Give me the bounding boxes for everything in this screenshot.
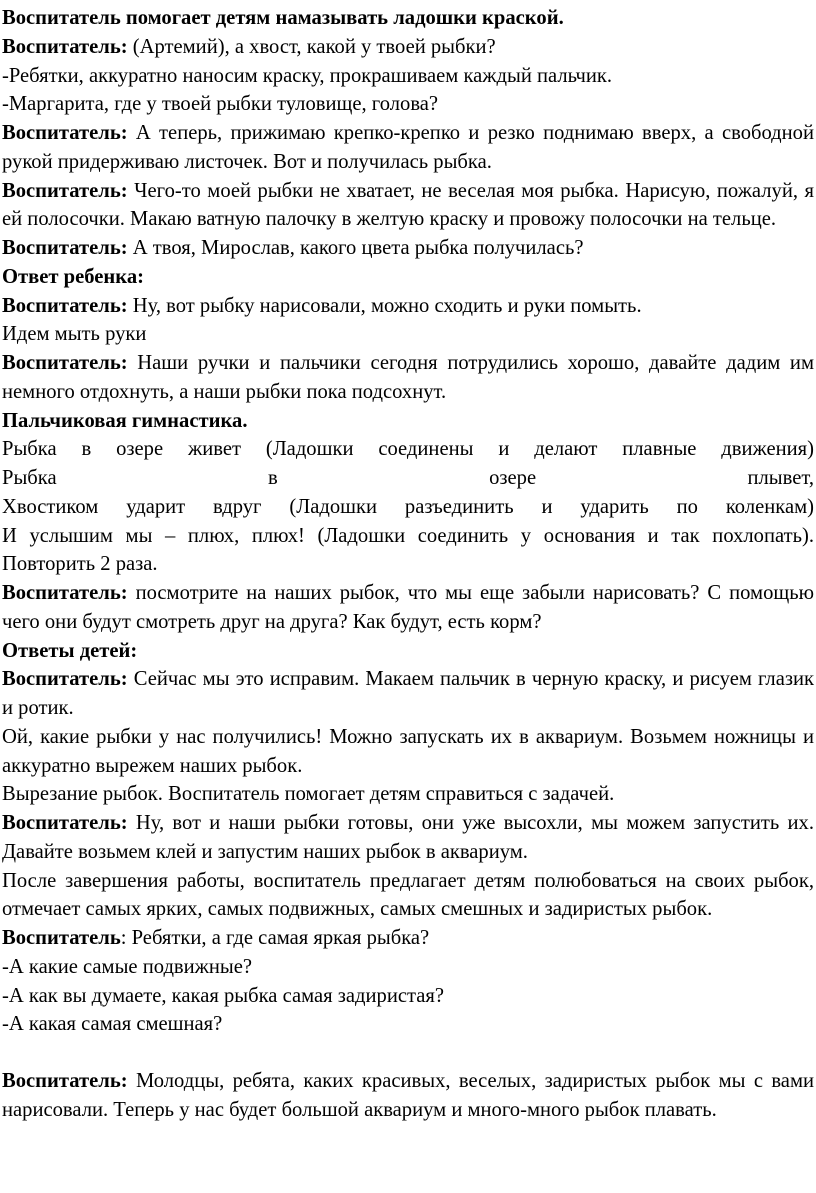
bold-label: Ответ ребенка: [2,265,144,288]
paragraph [2,234,814,263]
paragraph [2,637,814,666]
poem-line: Рыбка в озере живет (Ладошки соединены и делают плавные движения) [2,438,814,461]
paragraph-text: Молодцы, ребята, каких красивых, веселых, задиристых рыбок мы с вами нарисовали. Теперь у нас будет большой аквариум и много-много рыбок плавать. [2,1070,814,1121]
paragraph-text: После завершения работы, воспитатель предлагает детям полюбоваться на своих рыбок, отмечает самых ярких, самых подвижных, самых смешных и задиристых рыбок. [2,869,814,921]
paragraph-text: -А какая самая смешная? [2,1013,223,1036]
paragraph [2,320,814,349]
paragraph-text: (Артемий), а хвост, какой у твоей рыбки? [127,35,496,58]
paragraph [2,665,814,723]
paragraph [2,723,814,781]
paragraph-text: -А какие самые подвижные? [2,955,253,978]
paragraph-text: Ой, какие рыбки у нас получились! Можно запускать их в аквариум. Возьмем ножницы и аккуратно вырежем наших рыбок. [2,725,814,777]
paragraph [2,809,814,867]
paragraph [2,292,814,321]
bold-label: Воспитатель: [2,352,128,374]
paragraph-text: -А как вы думаете, какая рыбка самая задиристая? [2,984,444,1007]
bold-label: Воспитатель: [2,668,128,691]
paragraph [2,780,814,809]
paragraph [2,62,814,91]
paragraph [2,263,814,292]
bold-label: Воспитатель: [2,812,128,834]
paragraph [2,119,814,177]
paragraph-text: -Ребятки, аккуратно наносим краску, прокрашиваем каждый пальчик. [2,64,612,87]
bold-label: Воспитатель: [2,582,128,604]
bold-label: Воспитатель: [2,179,128,202]
paragraph-text: : Ребятки, а где самая яркая рыбка? [120,927,430,949]
paragraph-text: Ну, вот и наши рыбки готовы, они уже высохли, мы можем запустить их. Давайте возьмем клей и запустим наших рыбок в аквариум. [2,812,814,863]
blank-line [2,1039,814,1067]
bold-label: Воспитатель: [2,1070,128,1092]
paragraph [2,982,814,1011]
paragraph [2,177,814,235]
paragraph [2,33,814,62]
paragraph-text: А теперь, прижимаю крепко-крепко и резко поднимаю вверх, а свободной рукой придерживаю листочек. Вот и получилась рыбка. [2,122,814,173]
bold-label: Ответы детей: [2,639,138,662]
paragraph-text: Ну, вот рыбку нарисовали, можно сходить и руки помыть. [127,294,642,317]
paragraph-text: посмотрите на наших рыбок, что мы еще забыли нарисовать? С помощью чего они будут смотреть друг на друга? Как будут, есть корм? [2,582,814,633]
poem-line: Рыбка в озере плывет, [2,467,814,489]
paragraph-text: Наши ручки и пальчики сегодня потрудились хорошо, давайте дадим им немного отдохнуть, а наши рыбки пока подсохнут. [2,352,814,403]
paragraph-text: Идем мыть руки [2,323,147,346]
paragraph [2,1010,814,1039]
bold-label: Воспитатель: [2,237,128,259]
paragraph [2,953,814,982]
poem-line: Хвостиком ударит вдруг (Ладошки разъединить и ударить по коленкам) [2,495,814,518]
paragraph [2,924,814,953]
paragraph-text: Вырезание рыбок. Воспитатель помогает детям справиться с задачей. [2,783,615,806]
bold-label: Воспитатель [2,927,121,949]
section-heading [2,407,814,436]
paragraph-text: Сейчас мы это исправим. Макаем пальчик в черную краску, и рисуем глазик и ротик. [2,668,814,719]
paragraph [2,349,814,407]
paragraph-intro [2,4,814,33]
finger-gymnastics-poem [2,435,814,579]
paragraph [2,579,814,637]
paragraph [2,867,814,925]
closing-paragraph [2,1067,814,1125]
bold-label: Воспитатель: [2,35,128,58]
bold-label: Воспитатель: [2,122,128,144]
bold-label: Пальчиковая гимнастика. [2,409,248,432]
bold-label: Воспитатель: [2,294,128,317]
poem-line: И услышим мы – плюх, плюх! (Ладошки соединить у основания и так похлопать). Повторить 2 раза. [2,524,814,576]
bold-label: Воспитатель помогает детям намазывать ладошки краской. [2,7,564,29]
paragraph-text: Чего-то моей рыбки не хватает, не веселая моя рыбка. Нарисую, пожалуй, я ей полосочки. Макаю ватную палочку в желтую краску и провожу полосочки на тельце. [2,179,814,231]
paragraph-text: -Маргарита, где у твоей рыбки туловище, голова? [2,93,439,116]
paragraph-text: А твоя, Мирослав, какого цвета рыбка получилась? [127,237,584,259]
paragraph [2,90,814,119]
